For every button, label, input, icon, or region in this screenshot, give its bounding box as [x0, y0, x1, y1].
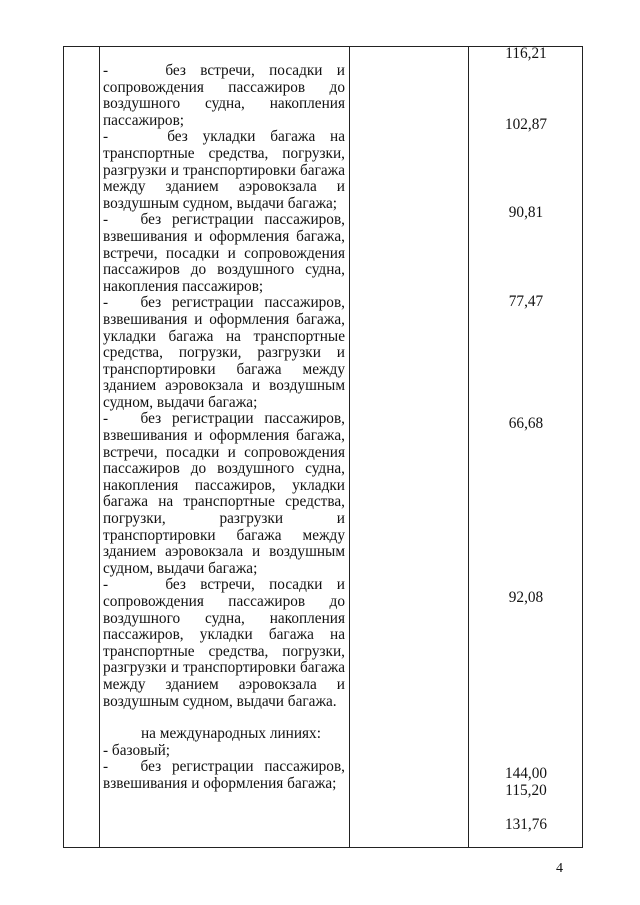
- value-cell: 90,81: [508, 204, 544, 221]
- value-cell: 92,08: [508, 589, 544, 606]
- value-cell: 144,00: [504, 765, 548, 782]
- value-cell: 102,87: [504, 116, 548, 133]
- column-divider-3: [468, 46, 469, 848]
- column-divider-1: [99, 46, 100, 848]
- value-cell: 115,20: [505, 782, 547, 799]
- list-item: - без встречи, посадки и сопровождения пассажиров до воздушного судна, накопления пассажиров;: [103, 62, 345, 129]
- international-lines-heading: на международных линиях:: [141, 725, 321, 743]
- description-column: [103, 63, 345, 793]
- column-divider-2: [349, 46, 350, 848]
- value-cell: 66,68: [508, 415, 544, 432]
- list-item: - без регистрации пассажиров, взвешивания и оформления багажа, встречи, посадки и сопровождения пассажиров до воздушного судна, накопления пассажиров, укладки багажа на транспортные средства, погрузки, разгрузки и транспортировки багажа между зданием аэровокзала и воздушным судном, выдачи багажа;: [103, 410, 345, 577]
- page-number: 4: [556, 861, 563, 876]
- list-item: - без регистрации пассажиров, взвешивания и оформления багажа, укладки багажа на транспортные средства, погрузки, разгрузки и транспортировки багажа между зданием аэровокзала и воздушным судном, выдачи багажа;: [103, 294, 345, 411]
- value-cell: 77,47: [508, 293, 544, 310]
- list-item: - без укладки багажа на транспортные средства, погрузки, разгрузки и транспортировки багажа между зданием аэровокзала и воздушным судном, выдачи багажа;: [103, 128, 345, 212]
- value-cell: 131,76: [504, 816, 548, 833]
- value-cell: 116,21: [505, 45, 547, 62]
- list-item: - без регистрации пассажиров, взвешивания и оформления багажа;: [103, 758, 345, 792]
- list-item: - без регистрации пассажиров, взвешивания и оформления багажа, встречи, посадки и сопровождения пассажиров до воздушного судна, накопления пассажиров;: [103, 211, 345, 295]
- list-item: - без встречи, посадки и сопровождения пассажиров до воздушного судна, накопления пассажиров, укладки багажа на транспортные средства, погрузки, разгрузки и транспортировки багажа между зданием аэровокзала и воздушным судном, выдачи багажа.: [103, 576, 345, 710]
- base-rate-label: - базовый;: [103, 741, 171, 759]
